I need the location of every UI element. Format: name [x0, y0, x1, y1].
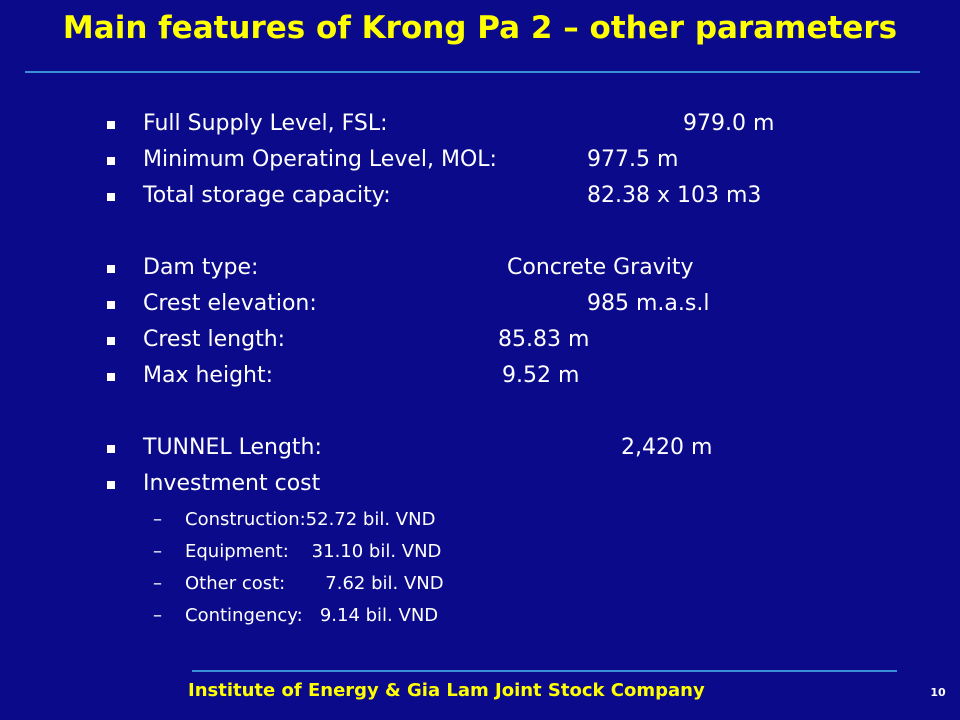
bullet-square-icon — [107, 337, 115, 345]
bullet-row-storage — [107, 178, 907, 214]
bullet-label: Crest length: — [143, 327, 286, 352]
investment-item-other-cost — [107, 569, 807, 599]
bullet-value: 82.38 x 103 m3 — [587, 183, 762, 208]
bullet-square-icon — [107, 193, 115, 201]
bullet-label: Full Supply Level, FSL: — [143, 111, 388, 136]
bullet-label: Investment cost — [143, 471, 321, 496]
bullet-value: 85.83 m — [498, 327, 590, 352]
bullet-value: 977.5 m — [587, 147, 679, 172]
bullet-value: 9.52 m — [502, 363, 580, 388]
investment-item-text: Contingency: 9.14 bil. VND — [185, 605, 439, 626]
investment-item-construction — [107, 505, 807, 535]
dash-marker: – — [153, 605, 162, 626]
footer-organization: Institute of Energy & Gia Lam Joint Stock Company — [188, 680, 705, 701]
investment-item-text: Equipment: 31.10 bil. VND — [185, 541, 442, 562]
bullet-square-icon — [107, 121, 115, 129]
bullet-row-crest-length — [107, 322, 907, 358]
bullet-square-icon — [107, 481, 115, 489]
bullet-label: Total storage capacity: — [143, 183, 391, 208]
bullet-row-mol — [107, 142, 907, 178]
bullet-value: 2,420 m — [621, 435, 713, 460]
bullet-label: Max height: — [143, 363, 274, 388]
investment-item-contingency — [107, 601, 807, 631]
title-divider — [25, 71, 920, 73]
dash-marker: – — [153, 573, 162, 594]
bullet-label: TUNNEL Length: — [143, 435, 322, 460]
bullet-row-tunnel-length — [107, 430, 907, 466]
bullet-value: 985 m.a.s.l — [587, 291, 710, 316]
bullet-label: Crest elevation: — [143, 291, 317, 316]
bullet-square-icon — [107, 445, 115, 453]
dash-marker: – — [153, 509, 162, 530]
bullet-square-icon — [107, 373, 115, 381]
bullet-row-crest-elevation — [107, 286, 907, 322]
bullet-row-investment-cost — [107, 466, 907, 502]
bullet-label: Dam type: — [143, 255, 259, 280]
footer-divider — [192, 670, 897, 672]
investment-item-text: Other cost: 7.62 bil. VND — [185, 573, 444, 594]
bullet-square-icon — [107, 265, 115, 273]
investment-item-equipment — [107, 537, 807, 567]
investment-item-text: Construction:52.72 bil. VND — [185, 509, 436, 530]
bullet-row-max-height — [107, 358, 907, 394]
bullet-square-icon — [107, 157, 115, 165]
bullet-square-icon — [107, 301, 115, 309]
bullet-row-fsl — [107, 106, 907, 142]
dash-marker: – — [153, 541, 162, 562]
page-number: 10 — [930, 686, 946, 699]
bullet-value: Concrete Gravity — [507, 255, 694, 280]
slide-title: Main features of Krong Pa 2 – other parameters — [62, 10, 898, 46]
bullet-row-dam-type — [107, 250, 907, 286]
bullet-value: 979.0 m — [683, 111, 775, 136]
bullet-label: Minimum Operating Level, MOL: — [143, 147, 497, 172]
